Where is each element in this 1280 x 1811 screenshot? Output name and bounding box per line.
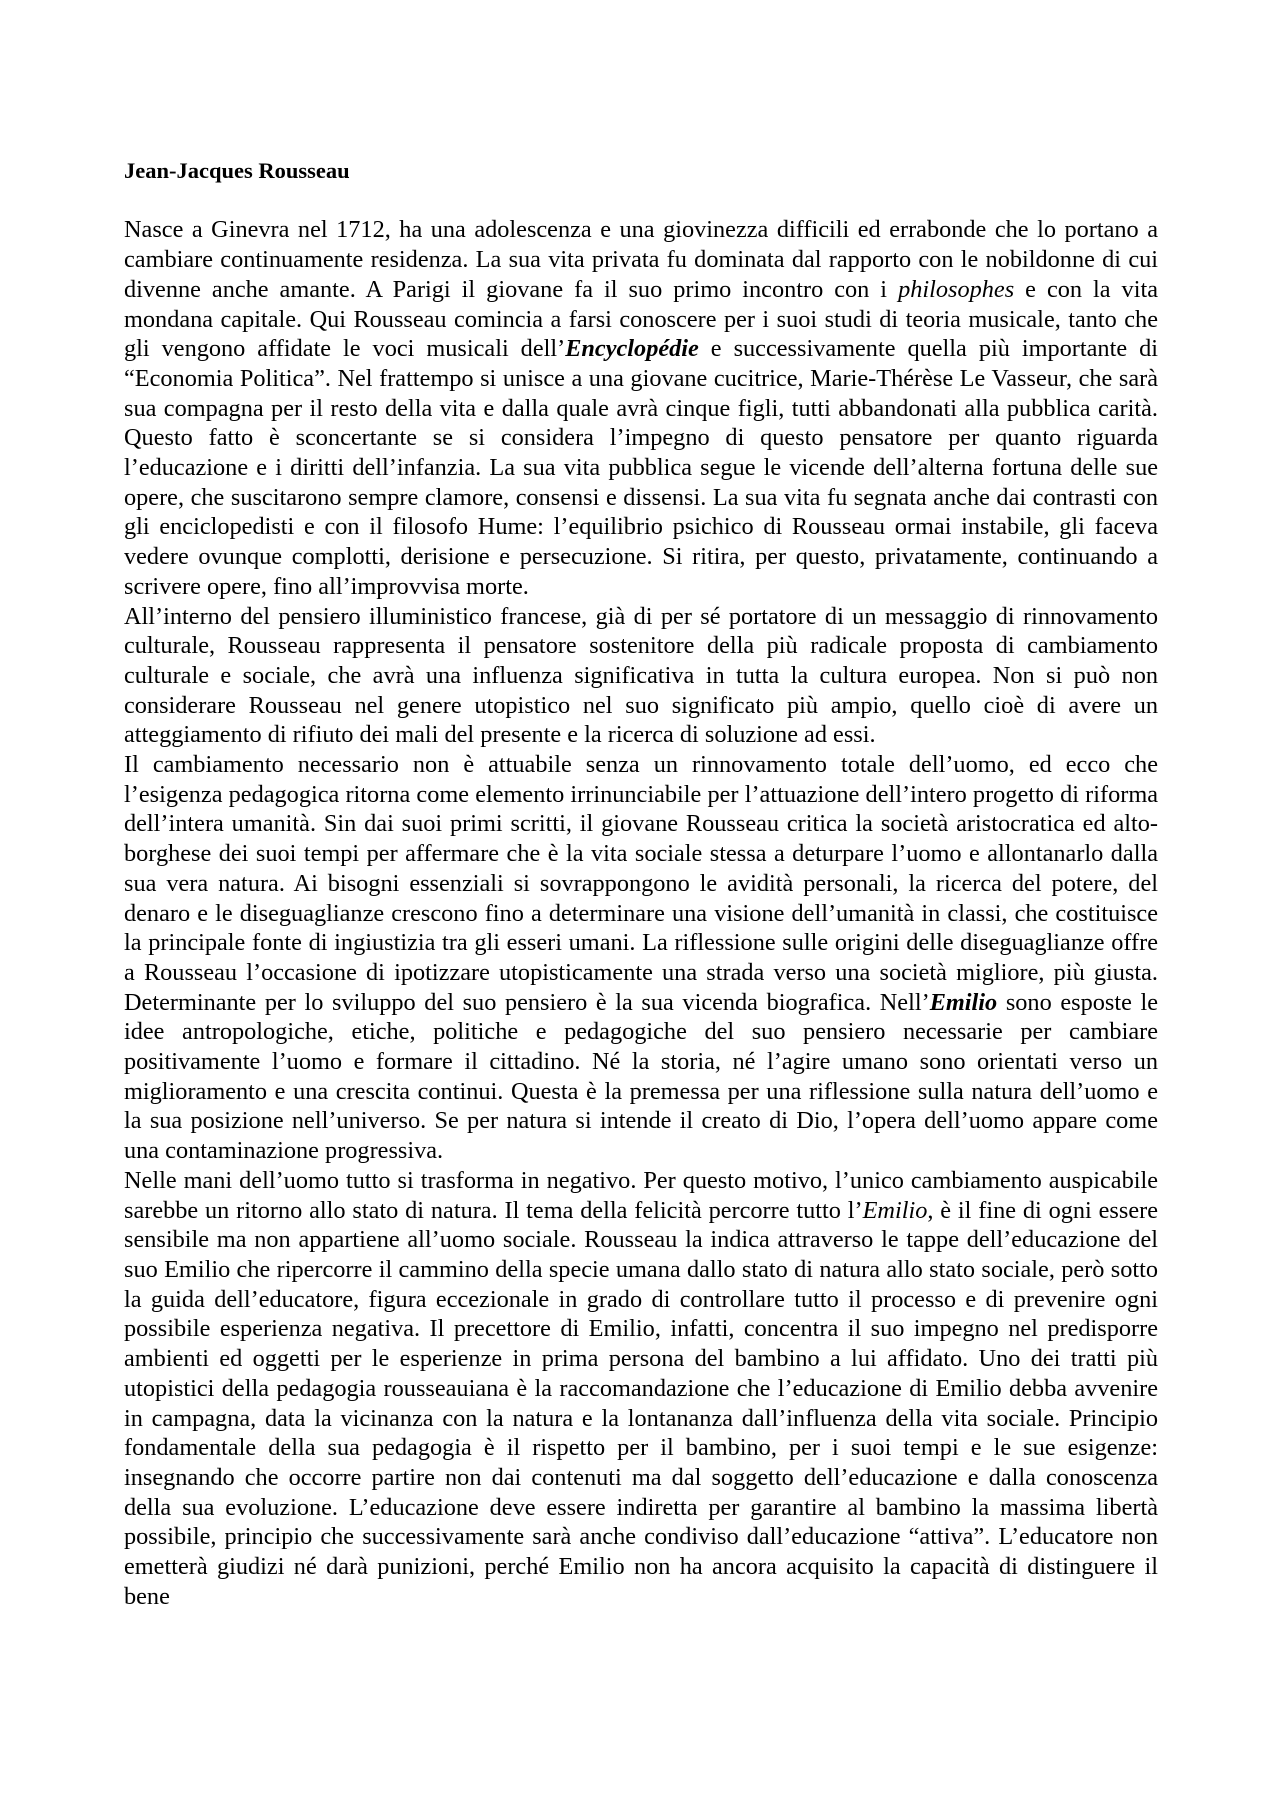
document-title: Jean-Jacques Rousseau	[124, 158, 350, 183]
paragraph-education	[124, 1166, 1158, 1612]
italic-title-emilio: Emilio	[862, 1196, 928, 1224]
text-run: e con la vita mondana capitale. Qui Rousseau comincia a farsi conoscere per i suoi studi di teoria musicale, tanto che gli vengono affidate le voci musicali dell’	[124, 275, 1158, 363]
text-run: , è il fine di ogni essere sensibile ma non appartiene all’uomo sociale. Rousseau la indica attraverso le tappe dell’educazione del suo Emilio che ripercorre il cammino della specie umana dallo stato di natura allo stato sociale, però sotto la guida dell’educatore, figura eccezionale in grado di controllare tutto il processo e di prevenire ogni possibile esperienza negativa. Il precettore di Emilio, infatti, concentra il suo impegno nel predisporre ambienti ed oggetti per le esperienze in prima persona del bambino a lui affidato. Uno dei tratti più utopistici della pedagogia rousseauiana è la raccomandazione che l’educazione di Emilio debba avvenire in campagna, data la vicinanza con la natura e la lontananza dall’influenza della vita sociale. Principio fondamentale della sua pedagogia è il rispetto per il bambino, per i suoi tempi e le sue esigenze: insegnando che occorre partire non dai contenuti ma dal soggetto dell’educazione e dalla conoscenza della sua evoluzione. L’educazione deve essere indiretta per garantire al bambino la massima libertà possibile, principio che successivamente sarà anche condiviso dall’educazione “attiva”. L’educatore non emetterà giudizi né darà punizioni, perché Emilio non ha ancora acquisito la capacità di distinguere il bene	[124, 1196, 1158, 1610]
paragraph-enlightenment: All’interno del pensiero illuministico francese, già di per sé portatore di un messaggio di rinnovamento culturale, Rousseau rappresenta il pensatore sostenitore della più radicale proposta di cambiamento culturale e sociale, che avrà una influenza significativa in tutta la cultura europea. Non si può non considerare Rousseau nel genere utopistico nel suo significato più ampio, quello cioè di avere un atteggiamento di rifiuto dei mali del presente e la ricerca di soluzione ad essi.	[124, 602, 1158, 749]
text-run: sono esposte le idee antropologiche, etiche, politiche e pedagogiche del suo pensiero necessarie per cambiare positivamente l’uomo e formare il cittadino. Né la storia, né l’agire umano sono orientati verso un miglioramento e una crescita continui. Questa è la premessa per una riflessione sulla natura dell’uomo e la sua posizione nell’universo. Se per natura si intende il creato di Dio, l’opera dell’uomo appare come una contaminazione progressiva.	[124, 988, 1159, 1165]
document-page	[124, 156, 1158, 1611]
text-run: Nasce a Ginevra nel 1712, ha una adolescenza e una giovinezza difficili ed errabonde che lo portano a cambiare continuamente residenza. La sua vita privata fu dominata dal rapporto con le nobildonne di cui divenne anche amante. A Parigi il giovane fa il suo primo incontro con i	[124, 216, 1158, 303]
paragraph-biography	[124, 215, 1158, 601]
text-run: Nelle mani dell’uomo tutto si trasforma in negativo. Per questo motivo, l’unico cambiamento auspicabile sarebbe un ritorno allo stato di natura. Il tema della felicità percorre tutto l’	[124, 1166, 1158, 1224]
text-run: e successivamente quella più importante di “Economia Politica”. Nel frattempo si unisce a una giovane cucitrice, Marie-Thérèse Le Vasseur, che sarà sua compagna per il resto della vita e dalla quale avrà cinque figli, tutti abbandonati alla pubblica carità. Questo fatto è sconcertante se si considera l’impegno di questo pensatore per quanto riguarda l’educazione e i diritti dell’infanzia. La sua vita pubblica segue le vicende dell’alterna fortuna delle sue opere, che suscitarono sempre clamore, consensi e dissensi. La sua vita fu segnata anche dai contrasti con gli enciclopedisti e con il filosofo Hume: l’equilibrio psichico di Rousseau ormai instabile, gli faceva vedere ovunque complotti, derisione e persecuzione. Si ritira, per questo, privatamente, continuando a scrivere opere, fino all’improvvisa morte.	[124, 335, 1159, 600]
paragraph-pedagogy	[124, 750, 1158, 1166]
italic-title-emilio: Emilio	[929, 988, 998, 1016]
text-run: Il cambiamento necessario non è attuabile senza un rinnovamento totale dell’uomo, ed ecco che l’esigenza pedagogica ritorna come elemento irrinunciabile per l’attuazione dell’intero progetto di riforma dell’intera umanità. Sin dai suoi primi scritti, il giovane Rousseau critica la società aristocratica ed alto-borghese dei suoi tempi per affermare che è la vita sociale stessa a deturpare l’uomo e allontanarlo dalla sua vera natura. Ai bisogni essenziali si sovrappongono le avidità personali, la ricerca del potere, del denaro e le diseguaglianze crescono fino a determinare una visione dell’umanità in classi, che costituisce la principale fonte di ingiustizia tra gli esseri umani. La riflessione sulle origini delle diseguaglianze offre a Rousseau l’occasione di ipotizzare utopisticamente una strada verso una società migliore, più giusta. Determinante per lo sviluppo del suo pensiero è la sua vicenda biografica. Nell’	[124, 751, 1158, 1016]
italic-title-encyclopedie: Encyclopédie	[565, 335, 699, 363]
italic-term-philosophes: philosophes	[898, 275, 1015, 303]
